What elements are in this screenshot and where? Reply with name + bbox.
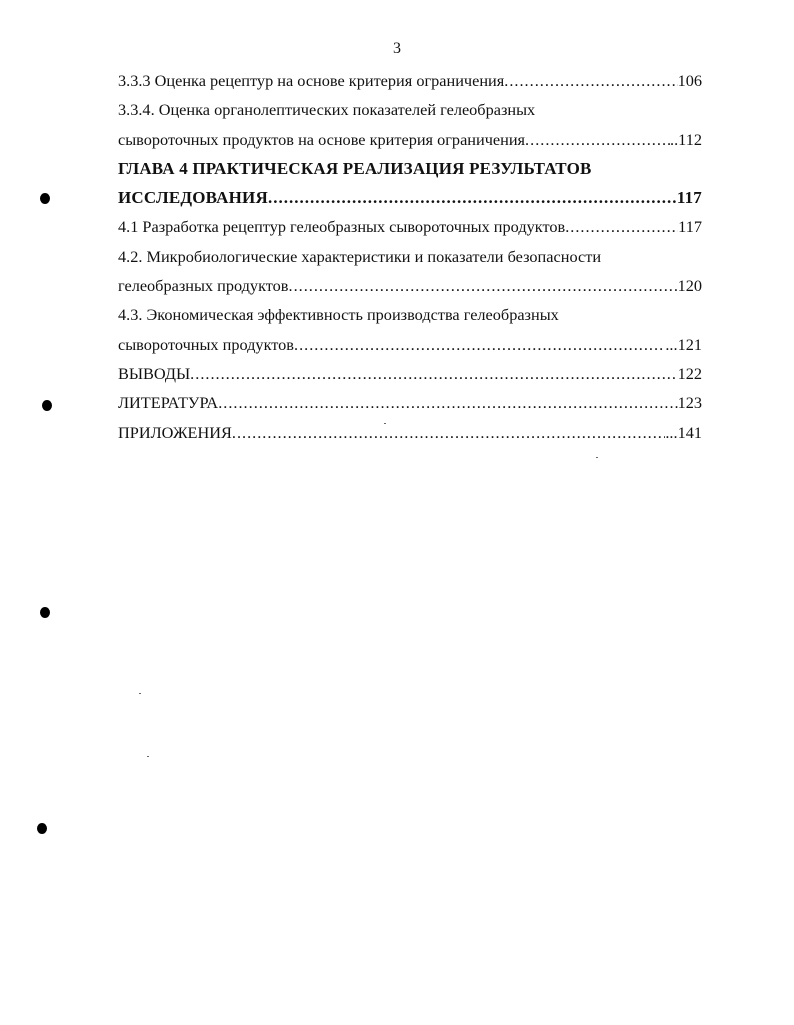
toc-entry-page: ..112	[670, 129, 702, 149]
toc-entry-title: 4.2. Микробиологические характеристики и показатели безопасности	[118, 246, 602, 266]
toc-entry	[118, 66, 702, 95]
toc-entry-title: 4.1 Разработка рецептур гелеобразных сывороточных продуктов	[118, 217, 566, 237]
toc-entry	[118, 330, 702, 359]
toc-entry-title: ГЛАВА 4 ПРАКТИЧЕСКАЯ РЕАЛИЗАЦИЯ РЕЗУЛЬТАТОВ	[118, 158, 592, 178]
toc-entry-title: сывороточных продуктов на основе критерия ограничения	[118, 129, 526, 149]
dot-leader	[190, 359, 677, 388]
punch-hole-mark	[42, 400, 52, 411]
scan-speck	[139, 693, 141, 694]
toc-entry	[118, 212, 702, 241]
dot-leader	[289, 271, 678, 300]
toc-entry-page: ...141	[665, 422, 702, 442]
toc-entry	[118, 95, 702, 124]
toc-entry	[118, 359, 702, 388]
punch-hole-mark	[37, 823, 47, 834]
toc-entry	[118, 388, 702, 417]
toc-entry	[118, 418, 702, 447]
scan-speck	[384, 423, 386, 424]
toc-entry-title: гелеобразных продуктов	[118, 276, 289, 296]
toc-entry-title: сывороточных продуктов	[118, 334, 294, 354]
toc-entry	[118, 242, 702, 271]
table-of-contents	[118, 66, 702, 447]
dot-leader	[218, 388, 677, 417]
scan-speck	[147, 756, 149, 757]
toc-entry-page: 122	[677, 363, 702, 383]
toc-entry-page: 123	[677, 393, 702, 413]
toc-entry-title: ИССЛЕДОВАНИЯ	[118, 188, 268, 208]
dot-leader	[232, 418, 665, 447]
toc-entry-title: 3.3.4. Оценка органолептических показателей гелеобразных	[118, 100, 536, 120]
toc-entry	[118, 125, 702, 154]
punch-hole-mark	[40, 607, 50, 618]
toc-entry-title: ПРИЛОЖЕНИЯ	[118, 422, 232, 442]
toc-entry	[118, 183, 702, 212]
toc-entry-page: 120	[677, 276, 702, 296]
toc-entry-title: 3.3.3 Оценка рецептур на основе критерия ограничения	[118, 71, 505, 90]
toc-entry-page: ...121	[665, 334, 702, 354]
dot-leader	[565, 212, 678, 241]
dot-leader	[504, 66, 677, 95]
toc-entry	[118, 271, 702, 300]
punch-hole-mark	[40, 193, 50, 204]
toc-entry	[118, 154, 702, 183]
toc-entry-title: ЛИТЕРАТУРА	[118, 393, 219, 413]
toc-entry-page: 117	[676, 188, 702, 208]
dot-leader	[268, 183, 677, 212]
toc-entry-page: 106	[677, 71, 702, 90]
toc-entry	[118, 300, 702, 329]
scan-speck	[596, 457, 598, 458]
toc-entry-title: 4.3. Экономическая эффективность производства гелеобразных	[118, 305, 559, 325]
toc-entry-title: ВЫВОДЫ	[118, 363, 191, 383]
page-number: 3	[393, 40, 401, 57]
toc-entry-page: 117	[678, 217, 702, 237]
dot-leader	[294, 330, 665, 359]
dot-leader	[525, 125, 670, 154]
